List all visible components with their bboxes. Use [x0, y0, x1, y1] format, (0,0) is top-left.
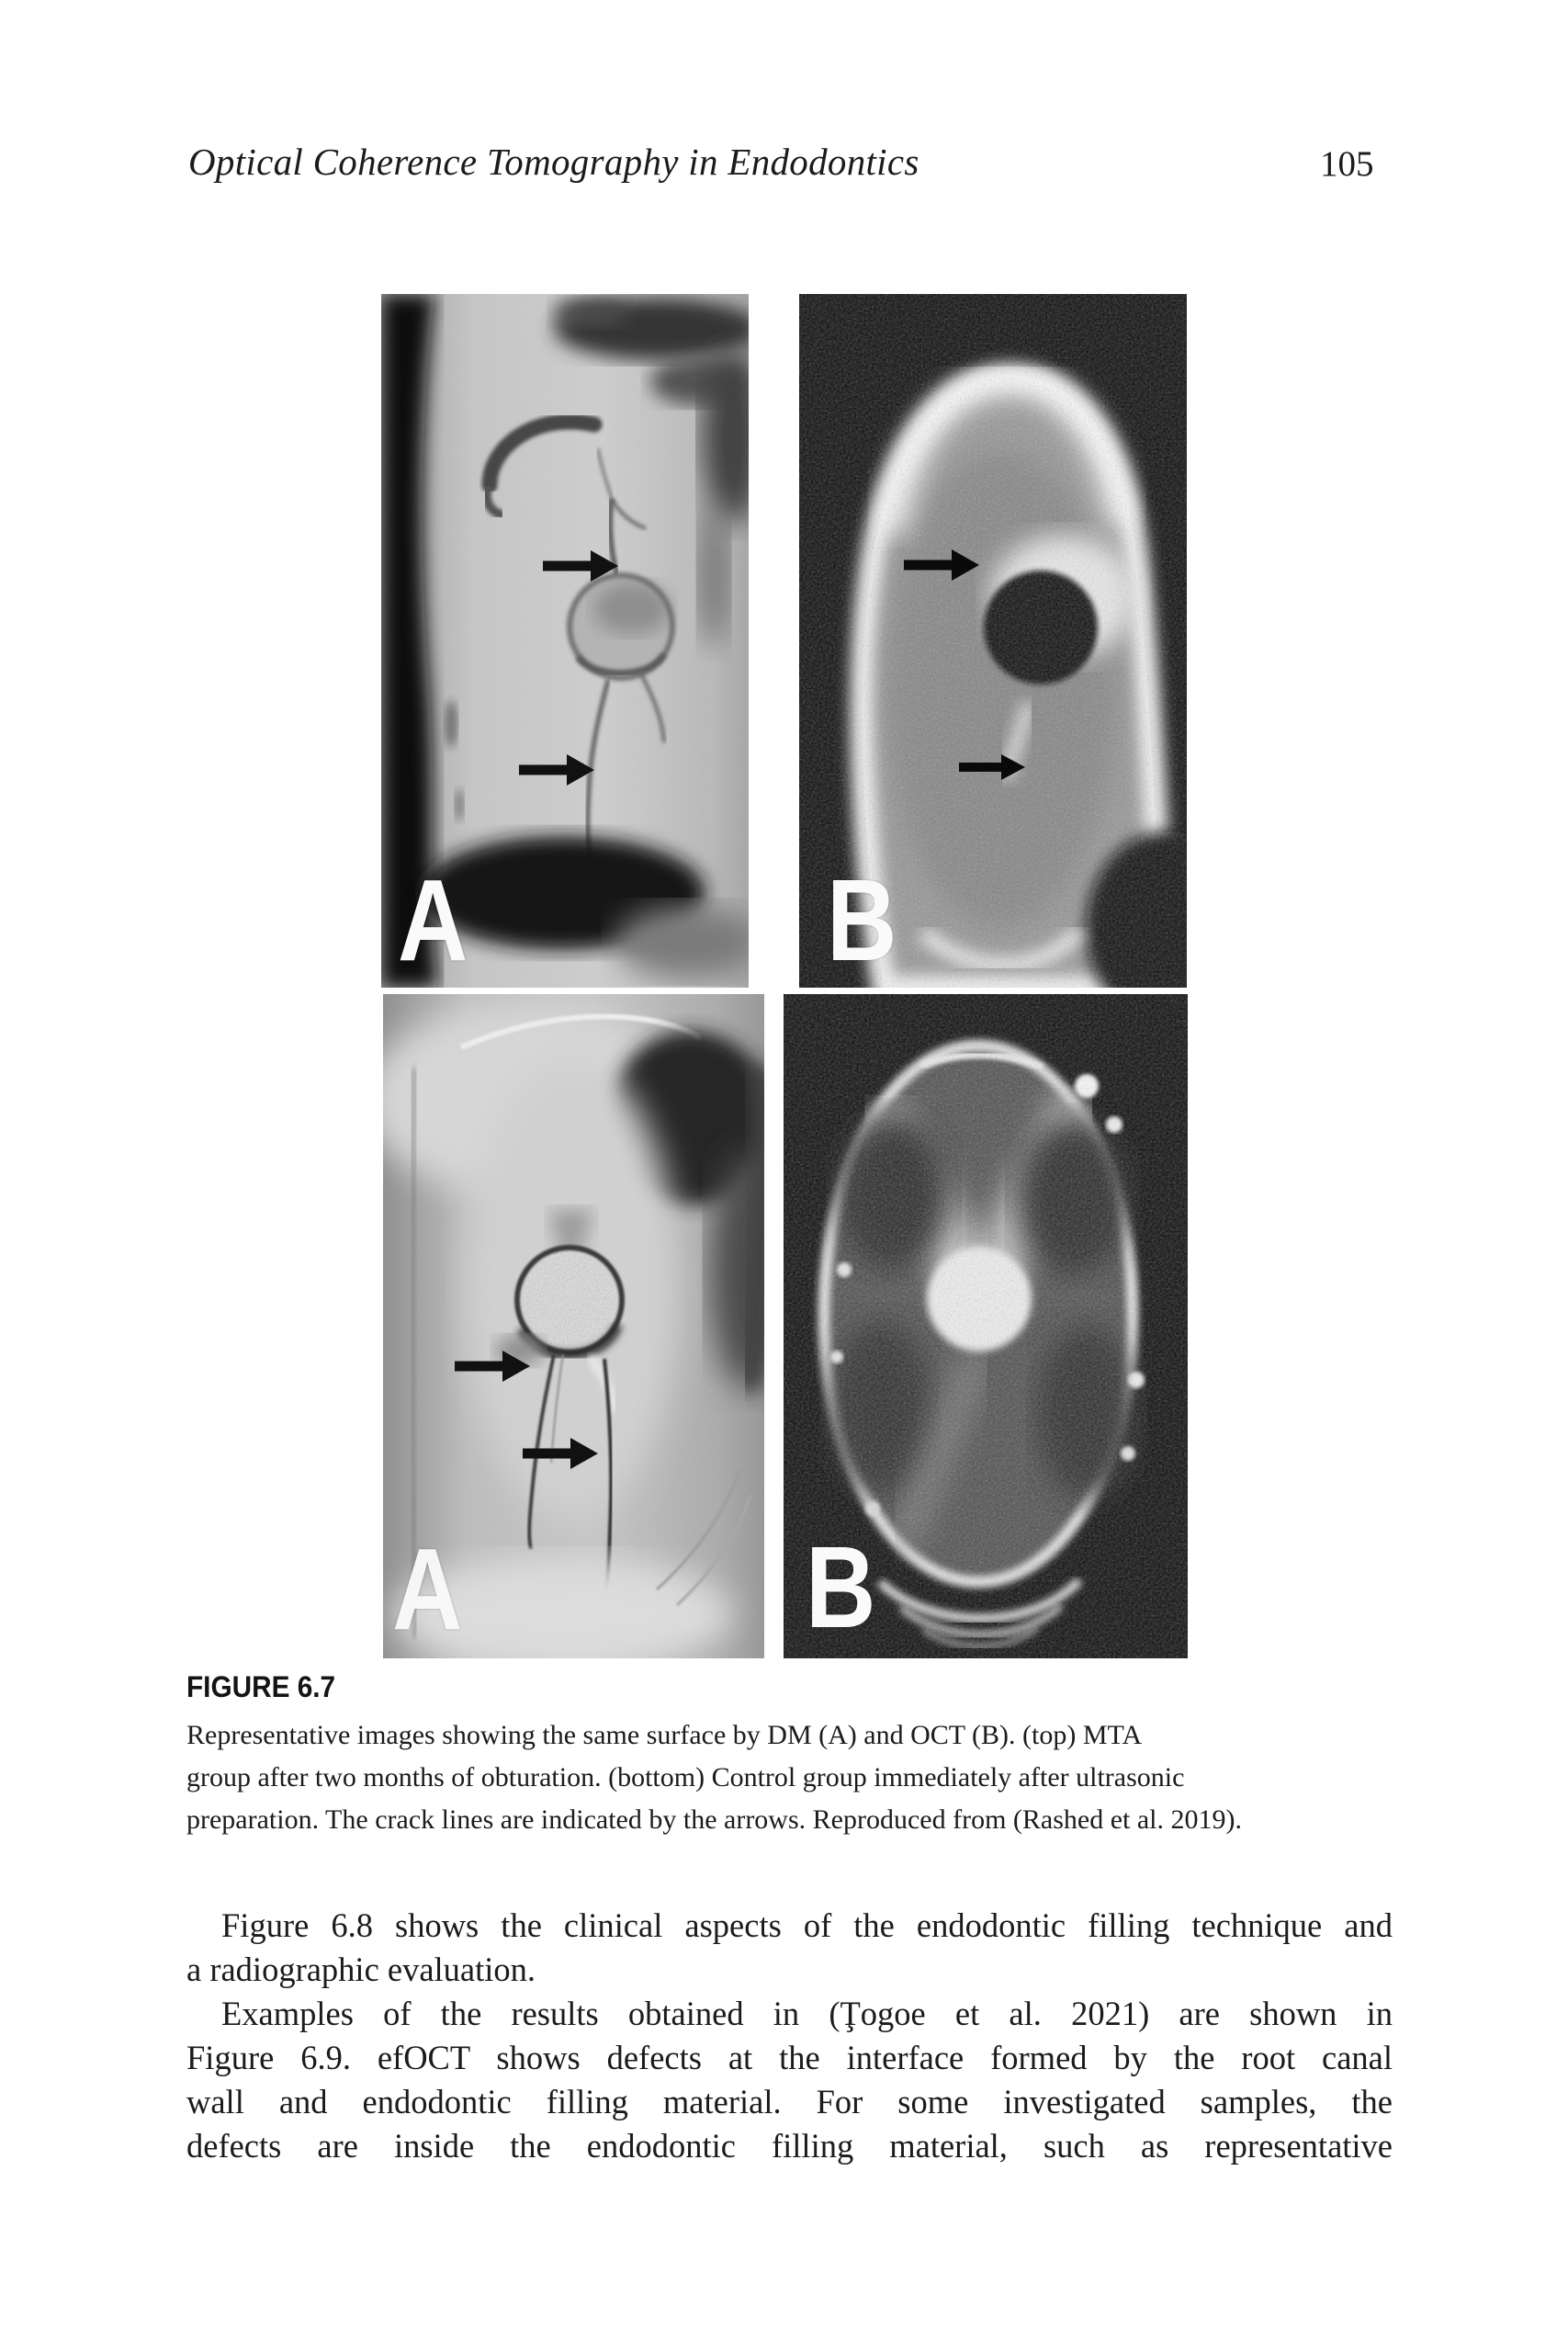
caption-line: Representative images showing the same surface by DM (A) and OCT (B). (top) MTA [186, 1720, 1143, 1750]
body-line: defects are inside the endodontic filling material, such as representative [186, 2127, 1393, 2165]
panel-letter-label: B [827, 855, 897, 985]
panel-letter-label: B [806, 1522, 876, 1652]
pulp-chamber-circle [570, 575, 672, 678]
figure-caption [186, 1714, 1408, 1841]
body-line: Figure 6.8 shows the clinical aspects of the endodontic filling technique and [221, 1906, 1393, 1944]
page-number: 105 [1320, 144, 1374, 184]
body-text [186, 1904, 1393, 2168]
figure-caption-label: FIGURE 6.7 [186, 1670, 336, 1703]
panel-letter-label: A [392, 1524, 463, 1654]
panel-bottom-left-dm [383, 994, 764, 1658]
panel-top-left-dm [381, 294, 749, 988]
caption-line: group after two months of obturation. (bottom) Control group immediately after ultrasonic [186, 1762, 1185, 1792]
running-head: Optical Coherence Tomography in Endodontics [188, 141, 919, 183]
panel-top-right-oct [799, 294, 1187, 988]
body-line: a radiographic evaluation. [186, 1951, 536, 1988]
body-line: Examples of the results obtained in (Ţogoe et al. 2021) are shown in [221, 1995, 1393, 2032]
body-line: wall and endodontic filling material. For some investigated samples, the [186, 2083, 1393, 2120]
caption-line: preparation. The crack lines are indicated by the arrows. Reproduced from (Rashed et al. 2019). [186, 1804, 1243, 1835]
panel-bottom-right-oct [784, 994, 1188, 1658]
panel-letter-label: A [398, 855, 468, 985]
body-line: Figure 6.9. efOCT shows defects at the interface formed by the root canal [186, 2039, 1393, 2076]
